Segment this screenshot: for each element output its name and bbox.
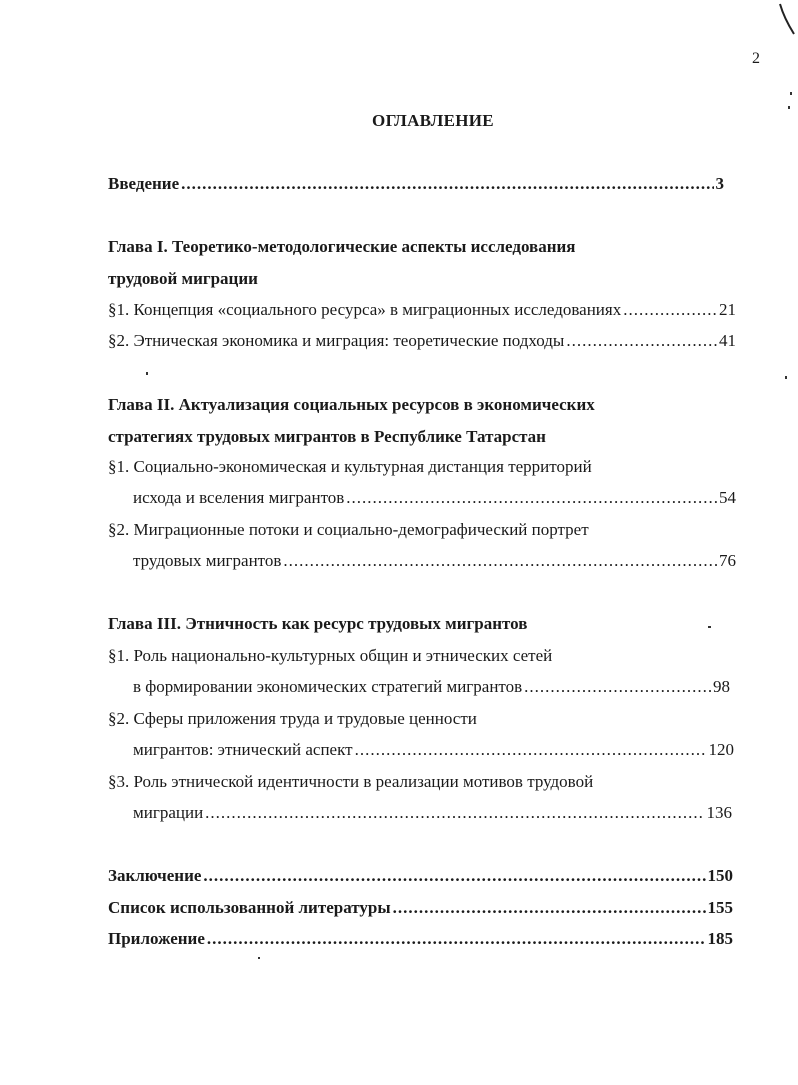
- toc-entry-ch1-s1: [108, 299, 736, 321]
- toc-entry-page: 41: [719, 331, 736, 350]
- toc-entry-ch3-s3-line1: §3. Роль этнической идентичности в реализации мотивов трудовой: [108, 772, 594, 791]
- dot-leader: [524, 676, 711, 698]
- dot-leader: [393, 897, 706, 919]
- toc-entry-intro: [108, 173, 724, 195]
- toc-entry-page: 76: [719, 551, 736, 570]
- toc-entry-page: 136: [706, 803, 732, 822]
- scan-speck: [788, 106, 790, 109]
- toc-entry-page: 3: [715, 174, 724, 193]
- scan-speck: [790, 92, 792, 95]
- toc-entry-label: мигрантов: этнический аспект: [133, 740, 353, 759]
- scan-speck: [146, 372, 148, 375]
- toc-entry-ch1-s2: [108, 330, 736, 352]
- scan-speck: [708, 626, 711, 628]
- chapter-1-heading-cont: трудовой миграции: [108, 269, 258, 288]
- toc-title: ОГЛАВЛЕНИЕ: [372, 111, 494, 130]
- toc-entry-page: 155: [707, 898, 733, 917]
- dot-leader: [283, 550, 717, 572]
- dot-leader: [205, 802, 704, 824]
- chapter-2-heading: Глава II. Актуализация социальных ресурсов в экономических: [108, 395, 595, 414]
- toc-entry-ch3-s2: [133, 739, 734, 761]
- toc-entry-label: Введение: [108, 174, 180, 193]
- dot-leader: [181, 173, 713, 195]
- toc-entry-label: §2. Этническая экономика и миграция: теоретические подходы: [108, 331, 565, 350]
- toc-entry-page: 54: [719, 488, 736, 507]
- toc-entry-bibliography: [108, 897, 733, 919]
- toc-entry-conclusion: [108, 865, 733, 887]
- toc-entry-label: Список использованной литературы: [108, 898, 391, 917]
- toc-entry-label: исхода и вселения мигрантов: [133, 488, 345, 507]
- toc-entry-label: трудовых мигрантов: [133, 551, 282, 570]
- toc-entry-ch3-s3: [133, 802, 732, 824]
- toc-entry-page: 120: [708, 740, 734, 759]
- dot-leader: [355, 739, 707, 761]
- toc-entry-ch3-s1-line1: §1. Роль национально-культурных общин и этнических сетей: [108, 646, 553, 665]
- toc-entry-ch3-s2-line1: §2. Сферы приложения труда и трудовые ценности: [108, 709, 477, 728]
- dot-leader: [203, 865, 705, 887]
- toc-entry-page: 21: [719, 300, 736, 319]
- dot-leader: [346, 487, 717, 509]
- scan-mark-corner: [770, 0, 798, 40]
- toc-entry-page: 98: [713, 677, 730, 696]
- toc-entry-label: миграции: [133, 803, 204, 822]
- toc-entry-ch2-s2-line1: §2. Миграционные потоки и социально-демографический портрет: [108, 520, 589, 539]
- toc-entry-page: 150: [707, 866, 733, 885]
- toc-entry-page: 185: [707, 929, 733, 948]
- page-number: 2: [752, 50, 760, 67]
- dot-leader: [207, 928, 706, 950]
- toc-entry-label: Заключение: [108, 866, 202, 885]
- toc-entry-label: §1. Концепция «социального ресурса» в миграционных исследованиях: [108, 300, 622, 319]
- toc-entry-ch3-s1: [133, 676, 730, 698]
- toc-entry-ch2-s1-line1: §1. Социально-экономическая и культурная дистанция территорий: [108, 457, 592, 476]
- scan-speck: [258, 957, 260, 959]
- dot-leader: [566, 330, 717, 352]
- toc-entry-appendix: [108, 928, 733, 950]
- chapter-2-heading-cont: стратегиях трудовых мигрантов в Республике Татарстан: [108, 427, 546, 446]
- scan-speck: [785, 376, 787, 379]
- chapter-1-heading: Глава I. Теоретико-методологические аспекты исследования: [108, 237, 576, 256]
- toc-entry-label: Приложение: [108, 929, 205, 948]
- chapter-3-heading: Глава III. Этничность как ресурс трудовых мигрантов: [108, 614, 528, 633]
- toc-entry-ch2-s2: [133, 550, 736, 572]
- toc-entry-label: в формировании экономических стратегий мигрантов: [133, 677, 523, 696]
- dot-leader: [623, 299, 717, 321]
- toc-entry-ch2-s1: [133, 487, 736, 509]
